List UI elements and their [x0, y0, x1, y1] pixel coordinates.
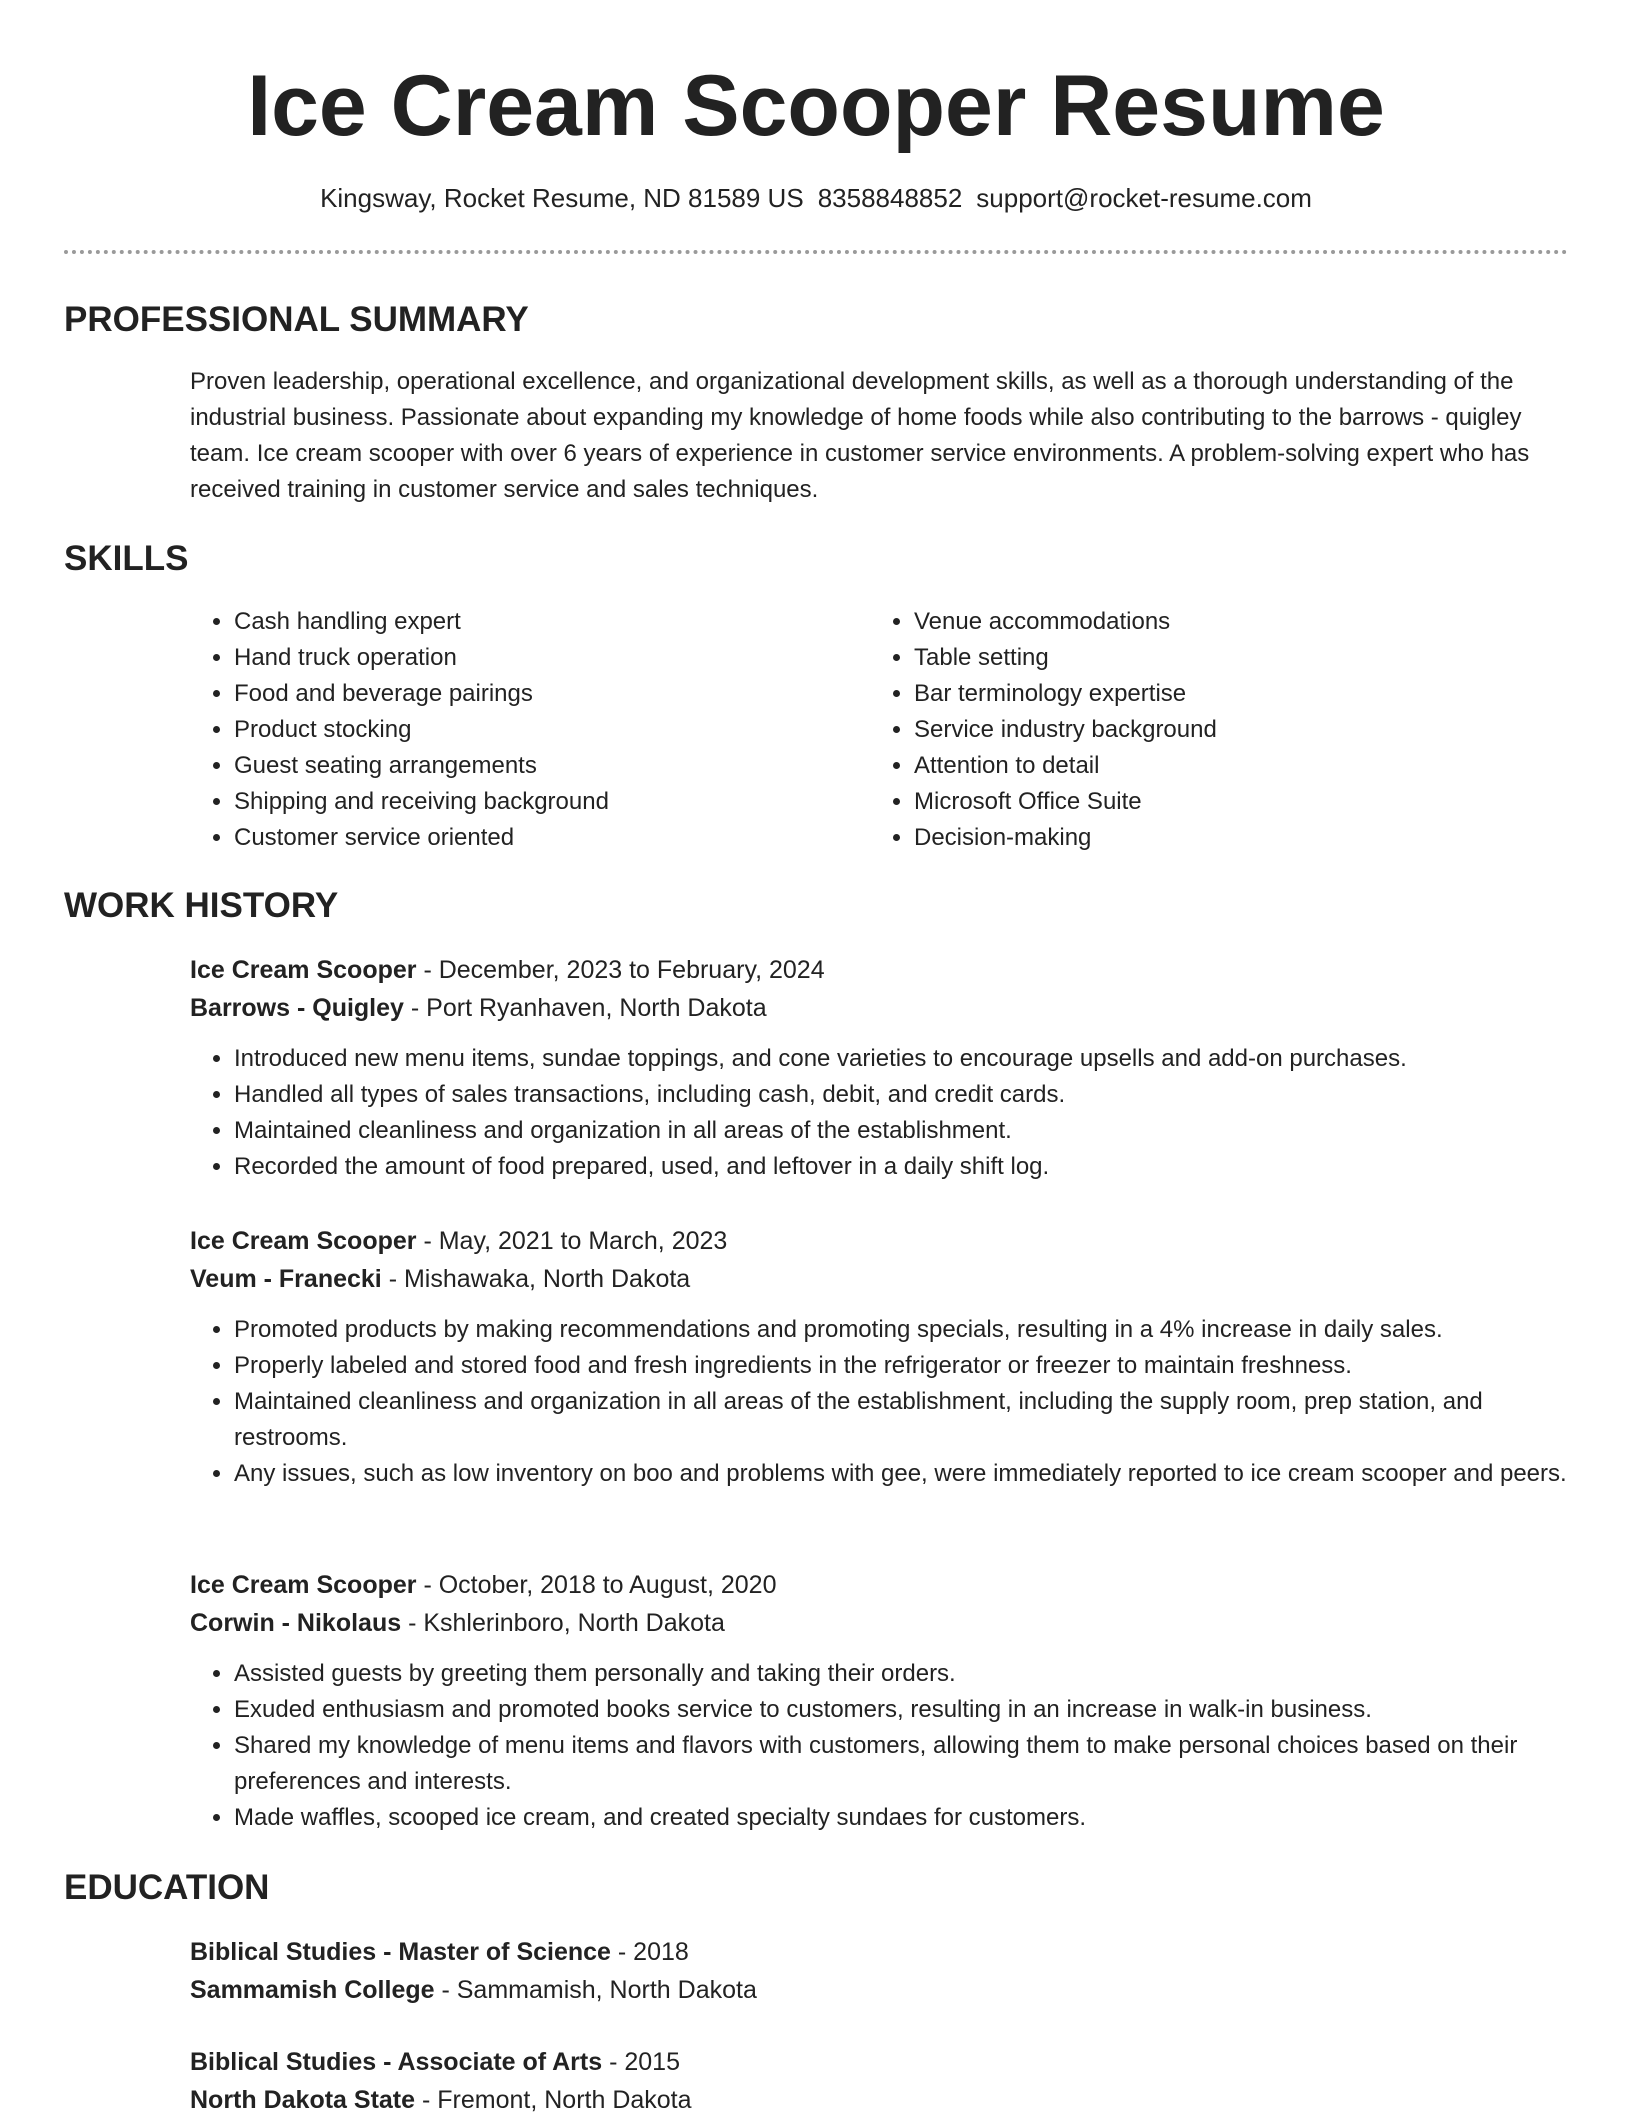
job-title-line	[190, 951, 1568, 989]
skill-item: • Bar terminology expertise	[914, 676, 1510, 712]
job-bullet: • Maintained cleanliness and organization in all areas of the establishment, including the supply room, prep station, and restrooms.	[234, 1384, 1568, 1456]
job-entry	[190, 1566, 1568, 1836]
job-bullet: • Made waffles, scooped ice cream, and created specialty sundaes for customers.	[234, 1800, 1568, 1836]
skill-item: • Product stocking	[234, 712, 830, 748]
page-title: Ice Cream Scooper Resume	[247, 58, 1385, 154]
job-company-line	[190, 989, 1568, 1027]
job-title: Ice Cream Scooper	[190, 1227, 417, 1255]
education-degree: Biblical Studies - Master of Science	[190, 1938, 611, 1966]
job-company: Barrows - Quigley	[190, 994, 404, 1022]
education-degree-line	[190, 1933, 1568, 1971]
skill-item: • Microsoft Office Suite	[914, 784, 1510, 820]
contact-line	[64, 180, 1568, 216]
skills-column-left	[190, 604, 830, 856]
job-bullet: • Properly labeled and stored food and fresh ingredients in the refrigerator or freezer to maintain freshness.	[234, 1348, 1568, 1384]
job-dates: - December, 2023 to February, 2024	[416, 956, 825, 984]
education-entry	[190, 1933, 1568, 2009]
job-title-line	[190, 1222, 1568, 1260]
header-divider	[64, 250, 1568, 254]
job-entry	[190, 1222, 1568, 1492]
skill-item: • Cash handling expert	[234, 604, 830, 640]
job-location: - Mishawaka, North Dakota	[381, 1265, 691, 1293]
job-location: - Kshlerinboro, North Dakota	[401, 1609, 725, 1637]
skill-item: • Hand truck operation	[234, 640, 830, 676]
job-bullet: • Shared my knowledge of menu items and flavors with customers, allowing them to make personal choices based on their preferences and interests.	[234, 1728, 1568, 1800]
job-company-line	[190, 1260, 1568, 1298]
education-school-line	[190, 1971, 1568, 2009]
education-year: - 2015	[602, 2048, 680, 2076]
skill-item: • Table setting	[914, 640, 1510, 676]
skill-item: • Attention to detail	[914, 748, 1510, 784]
job-company: Corwin - Nikolaus	[190, 1609, 402, 1637]
education-heading: EDUCATION	[64, 1868, 270, 1907]
education-school: Sammamish College	[190, 1976, 435, 2004]
education-degree: Biblical Studies - Associate of Arts	[190, 2048, 603, 2076]
education-entry	[190, 2043, 1568, 2119]
job-bullet: • Maintained cleanliness and organization in all areas of the establishment.	[234, 1113, 1568, 1149]
job-dates: - May, 2021 to March, 2023	[416, 1227, 728, 1255]
skill-item: • Guest seating arrangements	[234, 748, 830, 784]
contact-phone: 8358848852	[817, 183, 963, 213]
education-location: - Sammamish, North Dakota	[434, 1976, 757, 2004]
skill-item: • Decision-making	[914, 820, 1510, 856]
education-year: - 2018	[610, 1938, 689, 1966]
job-bullet: • Handled all types of sales transactions, including cash, debit, and credit cards.	[234, 1077, 1568, 1113]
job-title: Ice Cream Scooper	[190, 956, 417, 984]
skills-column-right	[870, 604, 1510, 856]
job-bullet: • Any issues, such as low inventory on boo and problems with gee, were immediately reported to ice cream scooper and peers.	[234, 1456, 1568, 1492]
skills-heading: SKILLS	[64, 539, 189, 578]
work-heading: WORK HISTORY	[64, 886, 339, 925]
education-degree-line	[190, 2043, 1568, 2081]
job-location: - Port Ryanhaven, North Dakota	[403, 994, 767, 1022]
contact-address: Kingsway, Rocket Resume, ND 81589 US	[320, 183, 804, 213]
job-bullet: • Exuded enthusiasm and promoted books service to customers, resulting in an increase in walk-in business.	[234, 1692, 1568, 1728]
job-bullet: • Introduced new menu items, sundae toppings, and cone varieties to encourage upsells and add-on purchases.	[234, 1041, 1568, 1077]
job-dates: - October, 2018 to August, 2020	[416, 1571, 777, 1599]
job-bullet: • Recorded the amount of food prepared, used, and leftover in a daily shift log.	[234, 1149, 1568, 1185]
skill-item: • Service industry background	[914, 712, 1510, 748]
summary-heading: PROFESSIONAL SUMMARY	[64, 300, 529, 339]
summary-text: Proven leadership, operational excellence, and organizational development skills, as well as a thorough understanding of the industrial business. Passionate about expanding my knowledge of home foods while also contributing to the barrows - quigley team. Ice cream scooper with over 6 years of experience in customer service environments. A problem-solving expert who has received training in customer service and sales techniques.	[190, 368, 1530, 503]
job-title: Ice Cream Scooper	[190, 1571, 417, 1599]
skill-item: • Food and beverage pairings	[234, 676, 830, 712]
job-bullet: • Assisted guests by greeting them personally and taking their orders.	[234, 1656, 1568, 1692]
skill-item: • Venue accommodations	[914, 604, 1510, 640]
job-bullet: • Promoted products by making recommendations and promoting specials, resulting in a 4% increase in daily sales.	[234, 1312, 1568, 1348]
job-company-line	[190, 1604, 1568, 1642]
education-school-line	[190, 2081, 1568, 2119]
job-title-line	[190, 1566, 1568, 1604]
job-company: Veum - Franecki	[190, 1265, 382, 1293]
education-location: - Fremont, North Dakota	[415, 2086, 692, 2114]
contact-email: support@rocket-resume.com	[976, 183, 1312, 213]
job-entry	[190, 951, 1568, 1185]
education-school: North Dakota State	[190, 2086, 416, 2114]
skill-item: • Customer service oriented	[234, 820, 830, 856]
skill-item: • Shipping and receiving background	[234, 784, 830, 820]
